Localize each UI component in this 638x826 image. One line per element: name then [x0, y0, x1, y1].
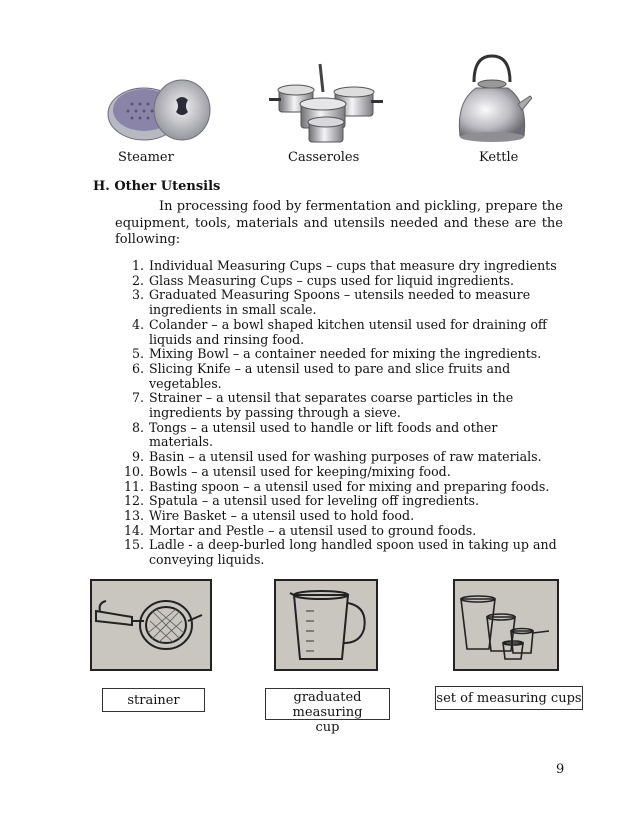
list-item: 7. Strainer – a utensil that separates coarse particles in the ingredients by passing through a sieve. [131, 390, 514, 421]
list-item: 11. Basting spoon – a utensil used for mixing and preparing foods. [123, 478, 550, 494]
casseroles-photo [265, 62, 385, 148]
list-item: 15. Ladle - a deep-burled long handled spoon used in taking up and conveying liquids. [123, 537, 557, 568]
list-item: 1. Individual Measuring Cups – cups that measure dry ingredients [131, 258, 557, 273]
strainer-sketch [90, 579, 212, 671]
list-item: 8. Tongs – a utensil used to handle or lift foods and other materials. [131, 419, 498, 450]
list-item: 12. Spatula – a utensil used for leveling off ingredients. [123, 493, 480, 509]
caption-kettle: Kettle [479, 150, 519, 165]
caption-steamer: Steamer [118, 150, 174, 165]
list-item: 4. Colander – a bowl shaped kitchen utensil used for draining off liquids and rinsing food. [131, 316, 547, 347]
label-set-of-measuring-cups: set of measuring cups [435, 686, 583, 710]
caption-casseroles: Casseroles [288, 150, 360, 165]
label-strainer: strainer [102, 688, 205, 712]
list-item: 9. Basin – a utensil used for washing purposes of raw materials. [131, 449, 542, 465]
utensil-list [114, 259, 562, 568]
list-item: 3. Graduated Measuring Spoons – utensils needed to measure ingredients in small scale. [131, 287, 531, 318]
label-graduated-measuring-cup: graduated measuring cup [265, 688, 390, 720]
measuring-cup-sketch [274, 579, 378, 671]
steamer-photo [104, 70, 214, 150]
kettle-photo [452, 52, 532, 146]
section-intro: In processing food by fermentation and pickling, prepare the equipment, tools, materials and utensils needed and these are the following: [115, 199, 563, 247]
section-heading: H. Other Utensils [93, 179, 221, 194]
list-item: 2. Glass Measuring Cups – cups used for liquid ingredients. [131, 272, 514, 288]
list-item: 6. Slicing Knife – a utensil used to pare and slice fruits and vegetables. [131, 360, 511, 391]
page-number: 9 [556, 762, 565, 777]
list-item: 5. Mixing Bowl – a container needed for mixing the ingredients. [131, 346, 542, 362]
list-item: 10. Bowls – a utensil used for keeping/mixing food. [123, 463, 451, 479]
measuring-cups-set-sketch [453, 579, 559, 671]
list-item: 14. Mortar and Pestle – a utensil used to ground foods. [123, 522, 477, 538]
list-item: 13. Wire Basket – a utensil used to hold food. [123, 507, 415, 523]
